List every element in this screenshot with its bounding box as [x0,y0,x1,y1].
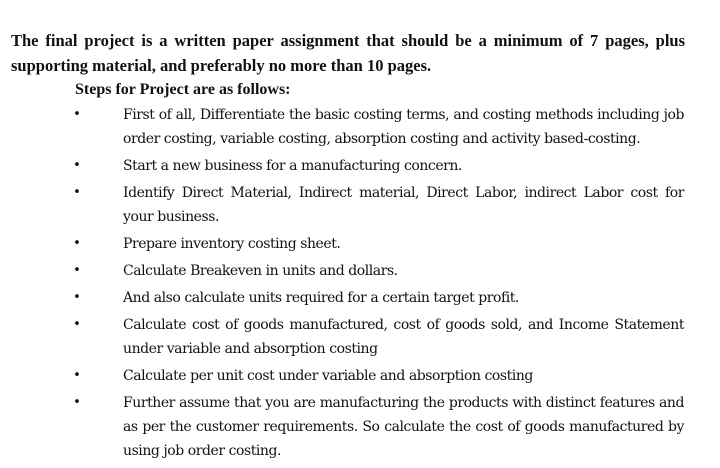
step-text: And also calculate units required for a certain target profit. [123,290,519,306]
steps-heading: Steps for Project are as follows: [75,81,291,98]
bullet-icon: • [73,263,81,278]
step-item [0,154,684,181]
bullet-icon: • [73,395,81,410]
step-item [0,364,684,391]
steps-list [0,103,720,466]
step-text: Prepare inventory costing sheet. [123,236,341,252]
bullet-icon: • [73,158,81,173]
step-text: Calculate Breakeven in units and dollars. [123,263,398,279]
step-item [0,391,684,466]
step-item [0,103,684,154]
step-text: First of all, Differentiate the basic costing terms, and costing methods including job order costing, variable costing, absorption costing and activity based-costing. [123,107,684,147]
bullet-icon: • [73,185,81,200]
step-item [0,232,684,259]
bullet-icon: • [73,107,81,122]
intro-paragraph: The final project is a written paper assignment that should be a minimum of 7 pages, plus supporting material, and preferably no more than 10 pages. [11,31,685,75]
step-item [0,286,684,313]
bullet-icon: • [73,236,81,251]
step-text: Identify Direct Material, Indirect material, Direct Labor, indirect Labor cost for your business. [123,185,684,225]
step-text: Calculate cost of goods manufactured, cost of goods sold, and Income Statement under variable and absorption costing [123,317,684,357]
step-text: Start a new business for a manufacturing concern. [123,158,462,174]
step-text: Calculate per unit cost under variable and absorption costing [123,368,533,384]
bullet-icon: • [73,317,81,332]
bullet-icon: • [73,290,81,305]
step-text: Further assume that you are manufacturing the products with distinct features and as per the customer requirements. So calculate the cost of goods manufactured by using job order costing. [123,395,684,459]
step-item [0,313,684,364]
step-item [0,181,684,232]
bullet-icon: • [73,368,81,383]
step-item [0,259,684,286]
